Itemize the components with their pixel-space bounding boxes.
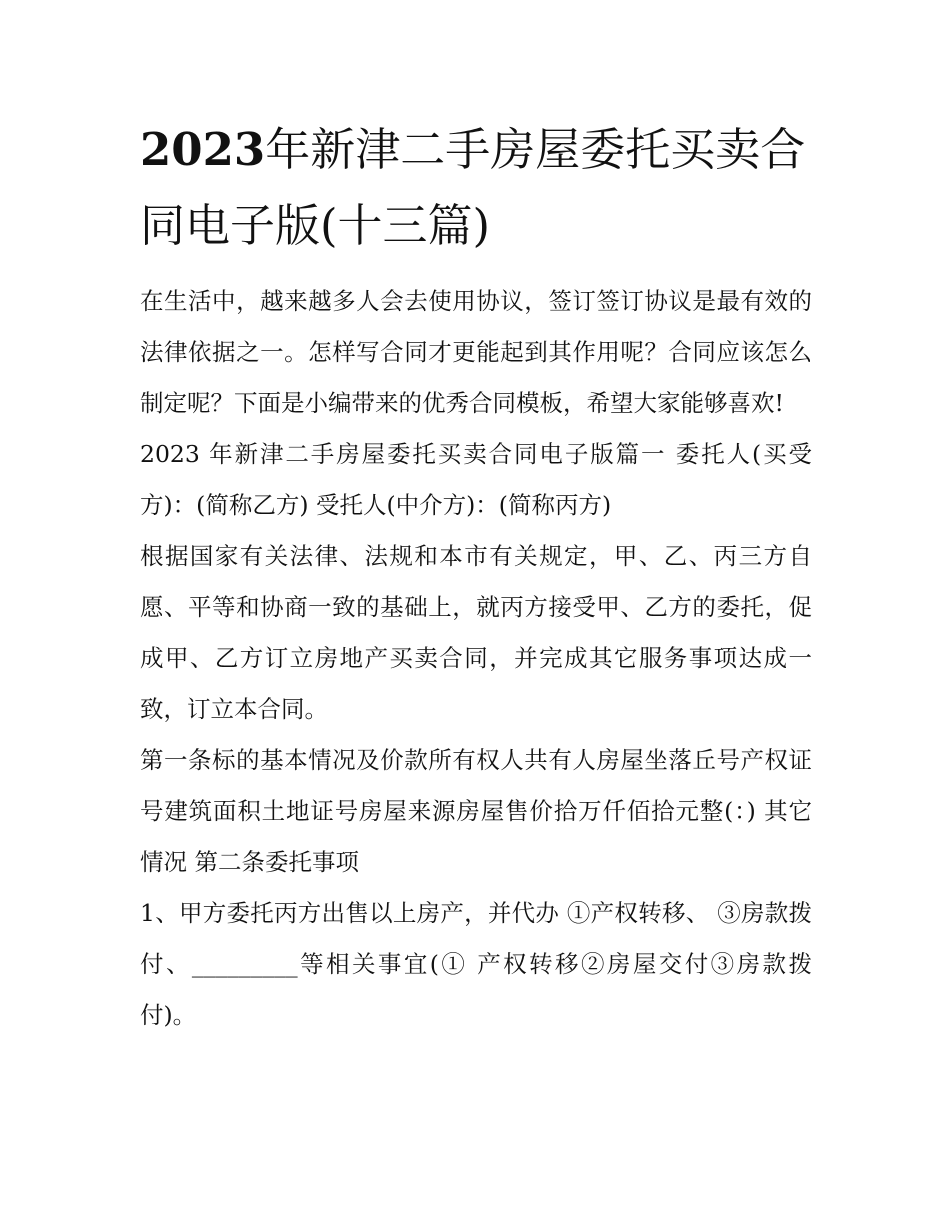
article-one-paragraph: 第一条标的基本情况及价款所有权人共有人房屋坐落丘号产权证号建筑面积土地证号房屋来源房屋售价拾万仟佰拾元整(：) 其它情况 第二条委托事项 <box>140 746 812 876</box>
basis-paragraph: 根据国家有关法律、法规和本市有关规定，甲、乙、丙三方自愿、平等和协商一致的基础上，就丙方接受甲、乙方的委托，促成甲、乙方订立房地产买卖合同，并完成其它服务事项达成一致，订立本合同。 <box>140 542 812 723</box>
intro-paragraph: 在生活中，越来越多人会去使用协议，签订签订协议是最有效的法律依据之一。怎样写合同才更能起到其作用呢？合同应该怎么制定呢？下面是小编带来的优秀合同模板，希望大家能够喜欢! <box>140 287 812 417</box>
clause-one-paragraph: 1、甲方委托丙方出售以上房产，并代办 ①产权转移、 ③房款拨付、_________等相关事宜(① 产权转移②房屋交付③房款拨付)。 <box>140 899 812 1029</box>
document-page <box>140 112 812 1041</box>
parties-paragraph: 2023 年新津二手房屋委托买卖合同电子版篇一 委托人(买受方)：(简称乙方) 受托人(中介方)：(简称丙方) <box>140 440 812 519</box>
title-year: 2023 <box>140 123 266 176</box>
document-title <box>140 112 812 264</box>
title-text: 年新津二手房屋委托买卖合同电子版(十三篇) <box>140 123 806 252</box>
